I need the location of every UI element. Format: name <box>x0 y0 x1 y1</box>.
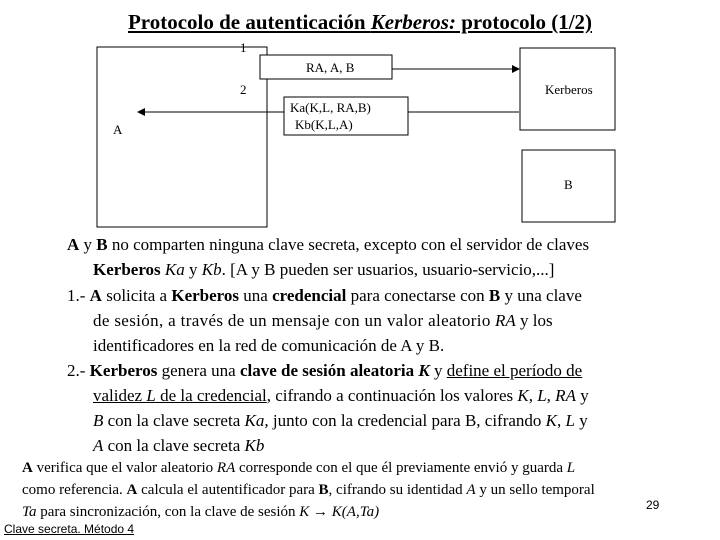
kerberos-label: Kerberos <box>545 82 593 97</box>
step-2-paragraph: 2.- Kerberos genera una clave de sesión aleatoria K y define el período de validez L de la credencial, cifrando a continuación los valores K, L, RA y B con la clave secreta Ka, junto con la credencial para B, cifrando K, L y A con la clave secreta Kb <box>67 361 589 455</box>
step-1-label: 1 <box>240 40 247 55</box>
message-2-line-2: Kb(K,L,A) <box>295 117 353 132</box>
verification-paragraph: A verifica que el valor aleatorio RA corresponde con el que él previamente envió y guarda L como referencia. A calcula el autentificador para B, cifrando su identidad A y un sello temporal Ta para sincronización, con la clave de sesión K → K(A,Ta) <box>22 460 595 520</box>
client-a-box <box>97 47 267 227</box>
step-2-label: 2 <box>240 82 247 97</box>
protocol-diagram <box>0 0 720 235</box>
step-1-paragraph: 1.- A solicita a Kerberos una credencial para conectarse con B y una clave de sesión, a través de un mensaje con un valor aleatorio RA y los identificadores en la red de comunicación de A y B. <box>67 286 582 355</box>
page-number: 29 <box>646 498 660 512</box>
slide-title: Protocolo de autenticación Kerberos: protocolo (1/2) <box>127 10 593 34</box>
node-b-label: B <box>564 177 573 192</box>
message-2-line-1: Ka(K,L, RA,B) <box>290 100 371 115</box>
intro-paragraph: A y B no comparten ninguna clave secreta, excepto con el servidor de claves Kerberos Ka y Kb. [A y B pueden ser usuarios, usuario-servicio,...] <box>67 235 590 279</box>
node-a-label: A <box>113 122 123 137</box>
footer-label: Clave secreta. Método 4 <box>4 522 135 536</box>
message-1-label: RA, A, B <box>306 60 355 75</box>
